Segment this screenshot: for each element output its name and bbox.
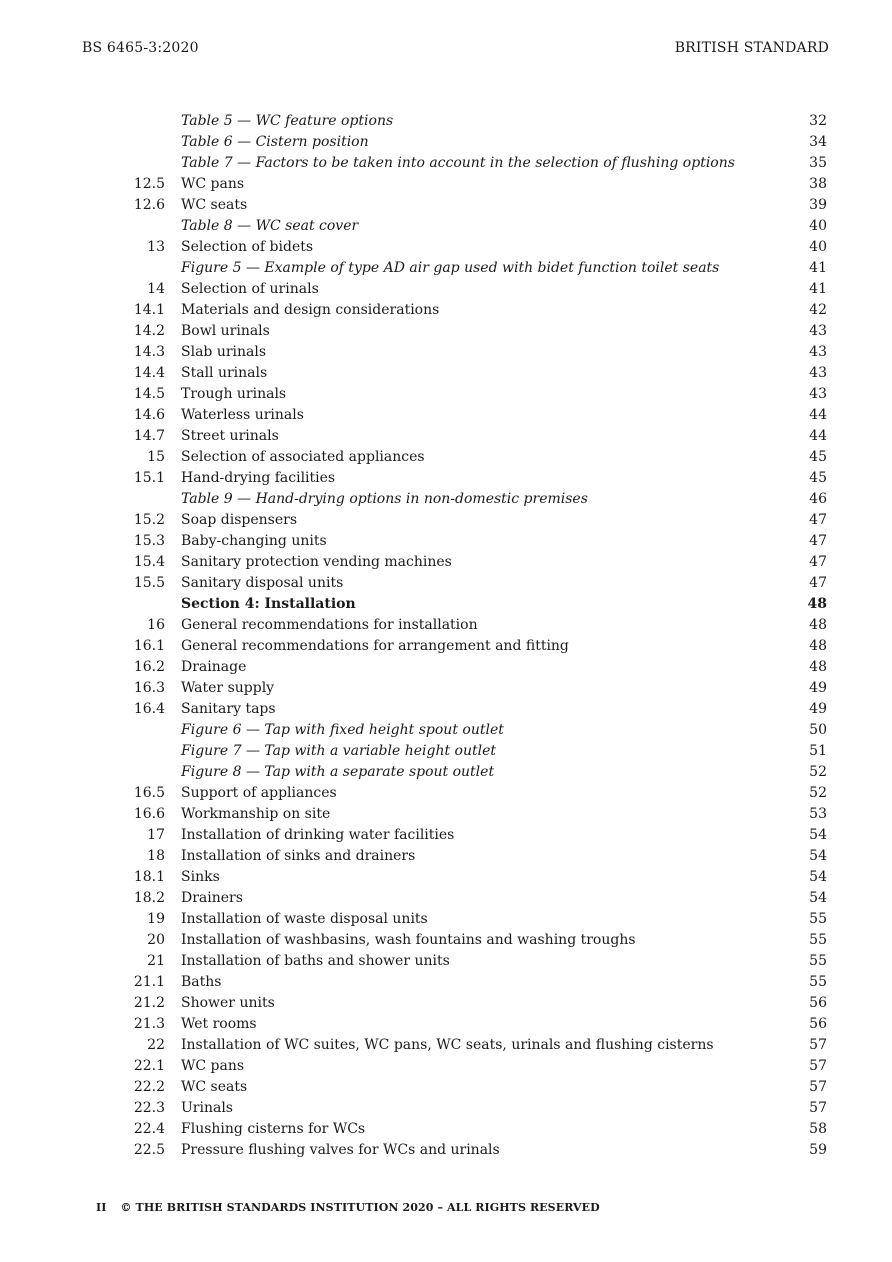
- toc-entry-title: Installation of washbasins, wash fountains and washing troughs: [181, 932, 636, 948]
- toc-entry[interactable]: [0, 552, 892, 573]
- toc-entry-title: Materials and design considerations: [181, 302, 440, 318]
- toc-entry-title: Installation of waste disposal units: [181, 911, 428, 927]
- toc-entry-title: Figure 7 — Tap with a variable height outlet: [181, 743, 497, 759]
- toc-entry-page: 55: [809, 974, 827, 990]
- toc-entry[interactable]: [0, 930, 892, 951]
- toc-entry[interactable]: [0, 1140, 892, 1161]
- toc-entry-page: 35: [809, 155, 827, 171]
- toc-entry-page: 40: [809, 239, 827, 255]
- toc-entry-title: Baby-changing units: [181, 533, 327, 549]
- toc-entry-page: 55: [809, 932, 827, 948]
- page-number: II: [96, 1201, 107, 1214]
- toc-entry-title: WC seats: [181, 1079, 248, 1095]
- toc-entry[interactable]: [0, 363, 892, 384]
- toc-entry-number: 20: [147, 932, 165, 948]
- toc-entry-title: Table 6 — Cistern position: [181, 134, 369, 150]
- toc-entry-page: 57: [809, 1037, 827, 1053]
- toc-entry-number: 12.6: [133, 197, 165, 213]
- toc-entry[interactable]: [0, 258, 892, 279]
- toc-entry-page: 52: [809, 785, 827, 801]
- toc-entry-page: 52: [809, 764, 827, 780]
- toc-entry-page: 43: [809, 365, 827, 381]
- toc-entry-page: 41: [809, 260, 827, 276]
- toc-entry-page: 44: [809, 407, 827, 423]
- toc-entry[interactable]: [0, 153, 892, 174]
- toc-entry-page: 55: [809, 953, 827, 969]
- toc-entry-number: 16.1: [133, 638, 165, 654]
- toc-entry-title: Table 7 — Factors to be taken into account in the selection of flushing options: [181, 155, 735, 171]
- toc-section-heading[interactable]: [0, 594, 892, 615]
- toc-entry[interactable]: [0, 195, 892, 216]
- toc-entry[interactable]: [0, 489, 892, 510]
- toc-entry-title: WC pans: [181, 176, 245, 192]
- toc-entry-number: 18.1: [133, 869, 165, 885]
- toc-entry[interactable]: [0, 174, 892, 195]
- toc-entry-page: 54: [809, 827, 827, 843]
- toc-entry-title: Sanitary disposal units: [181, 575, 344, 591]
- toc-entry-title: Figure 8 — Tap with a separate spout outlet: [181, 764, 495, 780]
- toc-entry-page: 48: [809, 659, 827, 675]
- toc-entry-title: Slab urinals: [181, 344, 267, 360]
- toc-entry-title: Table 8 — WC seat cover: [181, 218, 359, 234]
- toc-entry[interactable]: [0, 1014, 892, 1035]
- toc-entry[interactable]: [0, 573, 892, 594]
- toc-entry-number: 14.7: [133, 428, 165, 444]
- toc-entry[interactable]: [0, 510, 892, 531]
- toc-entry-page: 54: [809, 848, 827, 864]
- toc-entry[interactable]: [0, 636, 892, 657]
- toc-entry-title: Table 9 — Hand-drying options in non-domestic premises: [181, 491, 588, 507]
- toc-entry-page: 48: [809, 638, 827, 654]
- toc-entry-title: Drainage: [181, 659, 247, 675]
- toc-entry-title: General recommendations for installation: [181, 617, 478, 633]
- toc-entry-page: 43: [809, 344, 827, 360]
- toc-entry-title: Hand-drying facilities: [181, 470, 336, 486]
- toc-entry-page: 32: [809, 113, 827, 129]
- toc-entry-number: 14.5: [133, 386, 165, 402]
- toc-entry-title: Urinals: [181, 1100, 233, 1116]
- toc-entry-title: Installation of baths and shower units: [181, 953, 450, 969]
- toc-entry-page: 55: [809, 911, 827, 927]
- toc-entry-number: 21.3: [133, 1016, 165, 1032]
- toc-entry-title: Installation of drinking water facilities: [181, 827, 455, 843]
- toc-entry-title: Soap dispensers: [181, 512, 298, 528]
- toc-entry[interactable]: [0, 783, 892, 804]
- toc-entry[interactable]: [0, 300, 892, 321]
- toc-entry-title: Selection of urinals: [181, 281, 319, 297]
- toc-entry-page: 42: [809, 302, 827, 318]
- toc-entry-number: 16.5: [133, 785, 165, 801]
- toc-entry-page: 49: [809, 701, 827, 717]
- toc-entry-number: 22.2: [133, 1079, 165, 1095]
- toc-entry-title: Installation of WC suites, WC pans, WC seats, urinals and flushing cisterns: [181, 1037, 714, 1053]
- standard-label: BRITISH STANDARD: [674, 40, 829, 56]
- toc-entry-page: 47: [809, 575, 827, 591]
- toc-entry-page: 54: [809, 890, 827, 906]
- toc-entry[interactable]: [0, 846, 892, 867]
- toc-entry-number: 15.2: [133, 512, 165, 528]
- toc-entry-number: 22.4: [133, 1121, 165, 1137]
- toc-entry-page: 40: [809, 218, 827, 234]
- toc-entry[interactable]: [0, 279, 892, 300]
- toc-entry-title: Workmanship on site: [181, 806, 331, 822]
- toc-entry-title: Shower units: [181, 995, 275, 1011]
- toc-entry[interactable]: [0, 1077, 892, 1098]
- toc-entry-number: 14.4: [133, 365, 165, 381]
- toc-entry[interactable]: [0, 678, 892, 699]
- toc-entry-page: 39: [809, 197, 827, 213]
- toc-entry-number: 21: [147, 953, 165, 969]
- toc-entry-page: 54: [809, 869, 827, 885]
- toc-entry-number: 14.6: [133, 407, 165, 423]
- toc-entry-title: Figure 6 — Tap with fixed height spout outlet: [181, 722, 504, 738]
- toc-entry-page: 46: [809, 491, 827, 507]
- toc-entry-title: Drainers: [181, 890, 243, 906]
- toc-entry-title: WC pans: [181, 1058, 245, 1074]
- toc-entry-title: Sanitary protection vending machines: [181, 554, 452, 570]
- toc-entry[interactable]: [0, 867, 892, 888]
- toc-entry-page: 48: [807, 596, 827, 612]
- toc-entry-title: Waterless urinals: [181, 407, 304, 423]
- toc-entry-title: Figure 5 — Example of type AD air gap used with bidet function toilet seats: [181, 260, 720, 276]
- toc-entry-page: 45: [809, 449, 827, 465]
- toc-entry[interactable]: [0, 657, 892, 678]
- toc-entry[interactable]: [0, 1056, 892, 1077]
- toc-entry-page: 45: [809, 470, 827, 486]
- toc-entry-page: 38: [809, 176, 827, 192]
- toc-entry[interactable]: [0, 720, 892, 741]
- toc-entry-title: WC seats: [181, 197, 248, 213]
- toc-entry-number: 18: [147, 848, 165, 864]
- toc-entry-number: 15.4: [133, 554, 165, 570]
- toc-entry-number: 15.3: [133, 533, 165, 549]
- toc-entry-page: 47: [809, 554, 827, 570]
- toc-entry-title: Section 4: Installation: [181, 596, 356, 612]
- toc-entry-number: 15: [147, 449, 165, 465]
- toc-entry[interactable]: [0, 384, 892, 405]
- toc-entry[interactable]: [0, 132, 892, 153]
- toc-entry-number: 22: [147, 1037, 165, 1053]
- page-footer: [96, 1201, 600, 1214]
- toc-entry-page: 53: [809, 806, 827, 822]
- toc-entry-title: Support of appliances: [181, 785, 337, 801]
- toc-entry-page: 57: [809, 1079, 827, 1095]
- toc-entry-number: 14.2: [133, 323, 165, 339]
- toc-entry-title: Selection of associated appliances: [181, 449, 425, 465]
- toc-entry-title: Stall urinals: [181, 365, 268, 381]
- toc-entry-page: 56: [809, 1016, 827, 1032]
- table-of-contents: [0, 111, 892, 1161]
- toc-entry[interactable]: [0, 993, 892, 1014]
- toc-entry-page: 59: [809, 1142, 827, 1158]
- toc-entry-page: 43: [809, 323, 827, 339]
- toc-entry-title: Pressure flushing valves for WCs and urinals: [181, 1142, 500, 1158]
- toc-entry-title: Sinks: [181, 869, 220, 885]
- toc-entry-number: 14.1: [133, 302, 165, 318]
- toc-entry-number: 16.3: [133, 680, 165, 696]
- toc-entry-title: General recommendations for arrangement and fitting: [181, 638, 569, 654]
- toc-entry[interactable]: [0, 741, 892, 762]
- toc-entry[interactable]: [0, 888, 892, 909]
- toc-entry-number: 13: [147, 239, 165, 255]
- toc-entry[interactable]: [0, 321, 892, 342]
- toc-entry[interactable]: [0, 1035, 892, 1056]
- toc-entry-number: 17: [147, 827, 165, 843]
- toc-entry-number: 21.1: [133, 974, 165, 990]
- toc-entry-title: Street urinals: [181, 428, 279, 444]
- toc-entry-title: Baths: [181, 974, 222, 990]
- toc-entry-page: 47: [809, 533, 827, 549]
- toc-entry[interactable]: [0, 111, 892, 132]
- toc-entry-number: 22.5: [133, 1142, 165, 1158]
- toc-entry-number: 12.5: [133, 176, 165, 192]
- toc-entry-title: Table 5 — WC feature options: [181, 113, 394, 129]
- toc-entry[interactable]: [0, 762, 892, 783]
- toc-entry-title: Selection of bidets: [181, 239, 314, 255]
- toc-entry[interactable]: [0, 804, 892, 825]
- toc-entry[interactable]: [0, 699, 892, 720]
- toc-entry-number: 21.2: [133, 995, 165, 1011]
- toc-entry[interactable]: [0, 405, 892, 426]
- toc-entry[interactable]: [0, 615, 892, 636]
- toc-entry-title: Water supply: [181, 680, 275, 696]
- toc-entry-page: 50: [809, 722, 827, 738]
- toc-entry-page: 58: [809, 1121, 827, 1137]
- toc-entry[interactable]: [0, 1119, 892, 1140]
- toc-entry[interactable]: [0, 342, 892, 363]
- toc-entry-title: Bowl urinals: [181, 323, 270, 339]
- toc-entry-page: 48: [809, 617, 827, 633]
- toc-entry-number: 16.4: [133, 701, 165, 717]
- toc-entry-number: 15.1: [133, 470, 165, 486]
- toc-entry-page: 47: [809, 512, 827, 528]
- toc-entry[interactable]: [0, 237, 892, 258]
- toc-entry-number: 15.5: [133, 575, 165, 591]
- toc-entry[interactable]: [0, 951, 892, 972]
- toc-entry-title: Flushing cisterns for WCs: [181, 1121, 366, 1137]
- toc-entry-number: 19: [147, 911, 165, 927]
- toc-entry-number: 16.2: [133, 659, 165, 675]
- toc-entry-number: 14.3: [133, 344, 165, 360]
- toc-entry-page: 34: [809, 134, 827, 150]
- copyright-notice: © THE BRITISH STANDARDS INSTITUTION 2020 – ALL RIGHTS RESERVED: [120, 1201, 600, 1214]
- standard-number: BS 6465-3:2020: [82, 40, 199, 56]
- toc-entry-title: Sanitary taps: [181, 701, 276, 717]
- toc-entry-page: 41: [809, 281, 827, 297]
- toc-entry[interactable]: [0, 825, 892, 846]
- toc-entry-title: Installation of sinks and drainers: [181, 848, 416, 864]
- toc-entry[interactable]: [0, 972, 892, 993]
- toc-entry[interactable]: [0, 468, 892, 489]
- page-header: [82, 40, 829, 62]
- toc-entry[interactable]: [0, 1098, 892, 1119]
- toc-entry-page: 57: [809, 1100, 827, 1116]
- toc-entry-page: 56: [809, 995, 827, 1011]
- toc-entry-number: 18.2: [133, 890, 165, 906]
- toc-entry-number: 22.3: [133, 1100, 165, 1116]
- toc-entry-title: Wet rooms: [181, 1016, 257, 1032]
- toc-entry[interactable]: [0, 216, 892, 237]
- toc-entry-page: 51: [809, 743, 827, 759]
- toc-entry-page: 49: [809, 680, 827, 696]
- toc-entry-title: Trough urinals: [181, 386, 287, 402]
- toc-entry-number: 14: [147, 281, 165, 297]
- toc-entry[interactable]: [0, 531, 892, 552]
- toc-entry[interactable]: [0, 909, 892, 930]
- toc-entry-number: 16: [147, 617, 165, 633]
- toc-entry-page: 57: [809, 1058, 827, 1074]
- toc-entry-page: 44: [809, 428, 827, 444]
- toc-entry[interactable]: [0, 426, 892, 447]
- toc-entry-number: 22.1: [133, 1058, 165, 1074]
- toc-entry[interactable]: [0, 447, 892, 468]
- toc-entry-page: 43: [809, 386, 827, 402]
- toc-entry-number: 16.6: [133, 806, 165, 822]
